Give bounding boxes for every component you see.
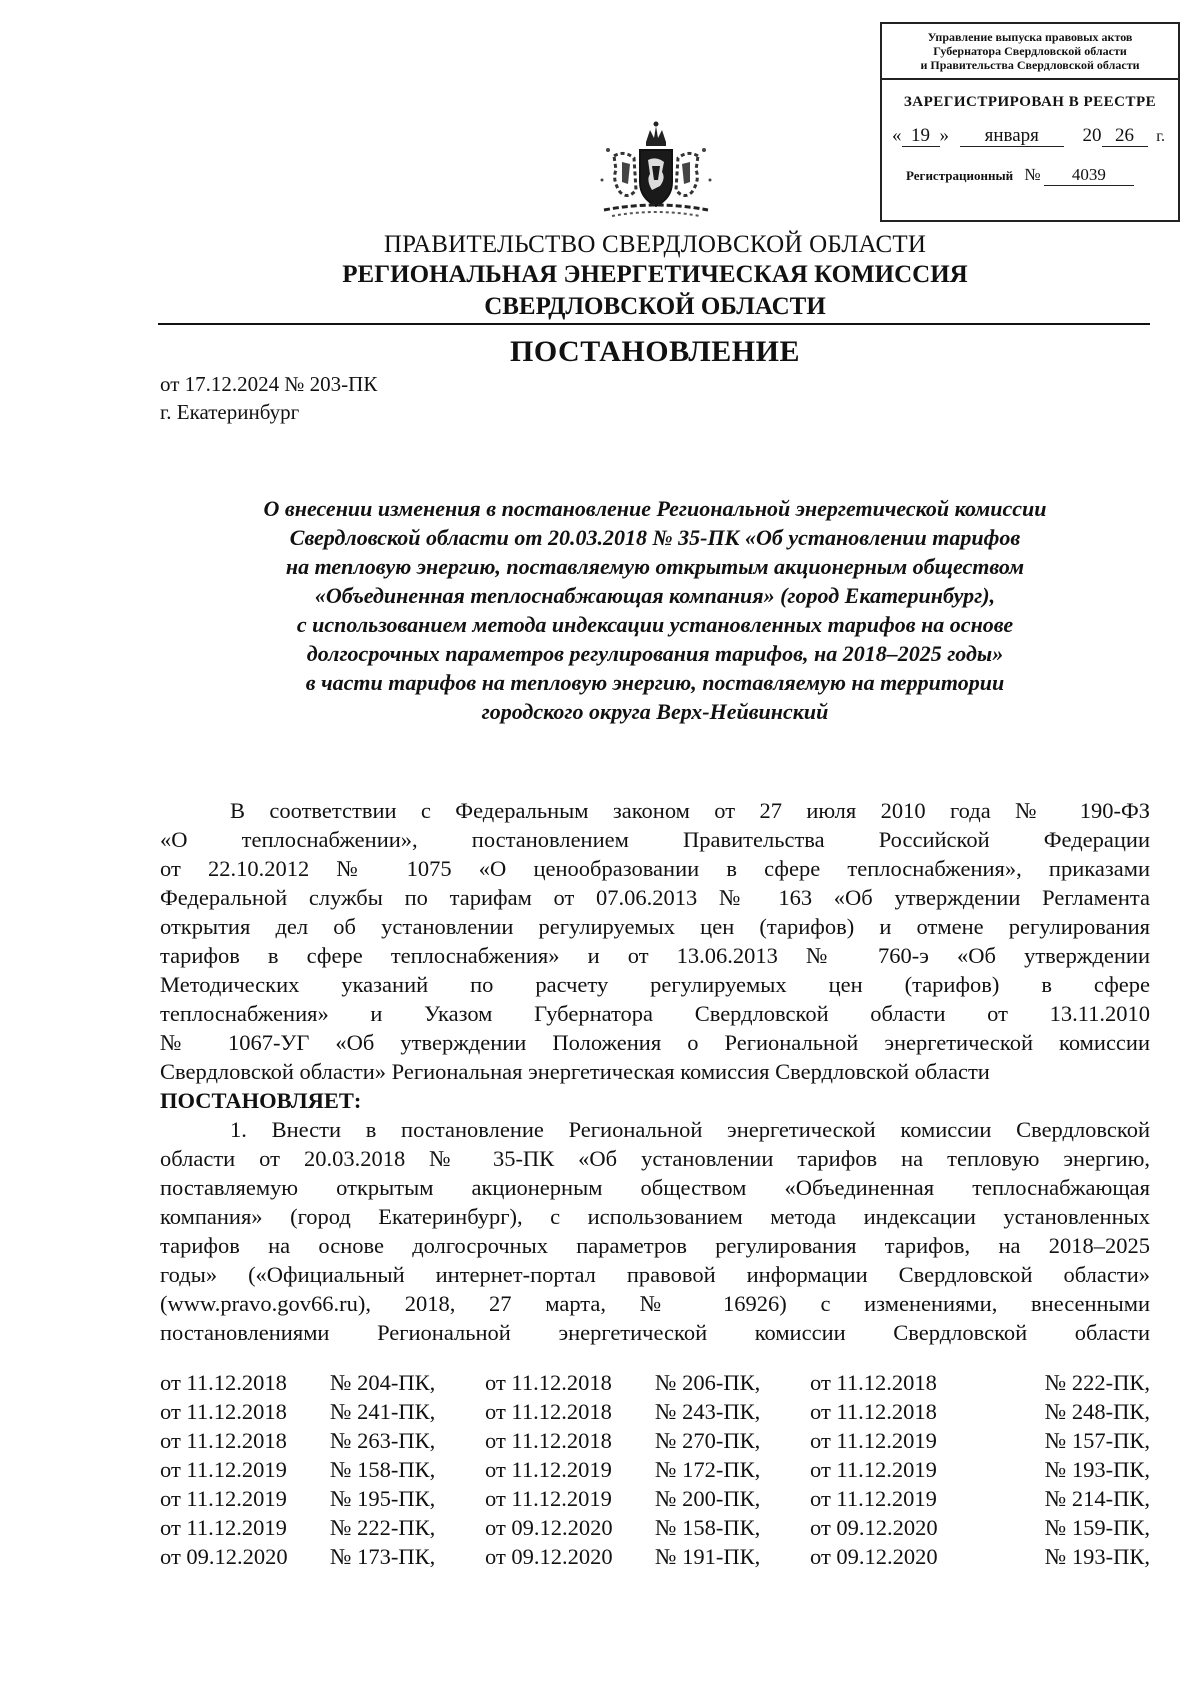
subject-line: в части тарифов на тепловую энергию, поставляемую на территории: [305, 670, 1005, 695]
amendments-row: [160, 1542, 1150, 1571]
amendment-number: № 206-ПК,: [655, 1370, 761, 1395]
stamp-year-unit: г.: [1156, 128, 1166, 145]
commission-region: СВЕРДЛОВСКОЙ ОБЛАСТИ: [484, 293, 826, 320]
preamble-line: тарифов в сфере теплоснабжения» и от 13.06.2013 № 760-э «Об утверждении: [160, 943, 1150, 968]
amendment-date: от 09.12.2020: [810, 1544, 938, 1569]
decree-word: ПОСТАНОВЛЯЕТ:: [160, 1088, 362, 1113]
amendment-date: от 11.12.2019: [810, 1486, 937, 1511]
amendment-number: № 195-ПК,: [330, 1486, 436, 1511]
amendment-date: от 11.12.2018: [160, 1428, 287, 1453]
stamp-quote-close: »: [939, 125, 949, 146]
subject-line: О внесении изменения в постановление Региональной энергетической комиссии: [263, 496, 1047, 521]
amendment-date: от 11.12.2018: [810, 1399, 937, 1424]
preamble-line: Методических указаний по расчету регулируемых цен (тарифов) в сфере: [160, 972, 1150, 997]
coat-of-arms-icon: [594, 120, 718, 220]
government-name: ПРАВИТЕЛЬСТВО СВЕРДЛОВСКОЙ ОБЛАСТИ: [383, 231, 927, 258]
preamble-line: Свердловской области» Региональная энергетическая комиссия Свердловской области: [160, 1059, 990, 1084]
stamp-org-line: и Правительства Свердловской области: [920, 58, 1140, 72]
stamp-registration-number: [882, 165, 1178, 186]
amendments-row: [160, 1513, 1150, 1542]
stamp-month: января: [960, 126, 1064, 147]
item1-line: области от 20.03.2018 № 35-ПК «Об установлении тарифов на тепловую энергию,: [160, 1146, 1150, 1171]
amendment-number: № 193-ПК,: [1044, 1457, 1150, 1482]
stamp-registered-label: ЗАРЕГИСТРИРОВАН В РЕЕСТРЕ: [903, 94, 1157, 110]
amendment-date: от 09.12.2020: [485, 1515, 613, 1540]
document-city: г. Екатеринбург: [160, 400, 300, 424]
amendment-number: № 191-ПК,: [655, 1544, 761, 1569]
preamble-line: «О теплоснабжении», постановлением Правительства Российской Федерации: [160, 827, 1150, 852]
stamp-reg-label: Регистрационный: [906, 168, 1014, 183]
stamp-organization: [882, 24, 1178, 80]
amendment-number: № 241-ПК,: [330, 1399, 436, 1424]
item1-line: годы» («Официальный интернет-портал правовой информации Свердловской области»: [160, 1262, 1150, 1287]
amendment-date: от 11.12.2019: [160, 1486, 287, 1511]
document-type: ПОСТАНОВЛЕНИЕ: [510, 335, 800, 368]
item1-line: 1. Внести в постановление Региональной энергетической комиссии Свердловской: [230, 1117, 1150, 1142]
amendment-date: от 11.12.2018: [485, 1428, 612, 1453]
header-divider: [158, 323, 1150, 325]
preamble-line: открытия дел об установлении регулируемых цен (тарифов) и отмене регулирования: [160, 914, 1150, 939]
amendment-number: № 159-ПК,: [1044, 1515, 1150, 1540]
item1-line: тарифов на основе долгосрочных параметров регулирования тарифов, на 2018–2025: [160, 1233, 1150, 1258]
amendment-date: от 11.12.2019: [810, 1428, 937, 1453]
preamble-line: № 1067-УГ «Об утверждении Положения о Региональной энергетической комиссии: [160, 1030, 1150, 1055]
registration-stamp: [880, 22, 1180, 222]
amendment-date: от 11.12.2018: [160, 1399, 287, 1424]
amendments-row: [160, 1368, 1150, 1397]
subject-line: городского округа Верх-Нейвинский: [481, 699, 829, 724]
amendments-row: [160, 1455, 1150, 1484]
stamp-org-line: Управление выпуска правовых актов: [927, 30, 1133, 44]
amendment-number: № 243-ПК,: [655, 1399, 761, 1424]
item1-line: компания» (город Екатеринбург), с использованием метода индексации установленных: [160, 1204, 1150, 1229]
amendment-number: № 173-ПК,: [330, 1544, 436, 1569]
amendment-number: № 222-ПК,: [330, 1515, 436, 1540]
document-body: [160, 796, 1150, 1347]
amendment-date: от 11.12.2018: [160, 1370, 287, 1395]
amendment-number: № 158-ПК,: [330, 1457, 436, 1482]
document-subject: [160, 494, 1150, 726]
amendment-number: № 222-ПК,: [1044, 1370, 1150, 1395]
amendment-number: № 263-ПК,: [330, 1428, 436, 1453]
preamble-line: Федеральной службы по тарифам от 07.06.2013 № 163 «Об утверждении Регламента: [160, 885, 1150, 910]
preamble-line: теплоснабжения» и Указом Губернатора Свердловской области от 13.11.2010: [160, 1001, 1150, 1026]
amendments-row: [160, 1426, 1150, 1455]
amendment-number: № 214-ПК,: [1044, 1486, 1150, 1511]
amendment-number: № 200-ПК,: [655, 1486, 761, 1511]
stamp-year-suffix: 26: [1102, 126, 1148, 147]
amendment-date: от 11.12.2018: [485, 1370, 612, 1395]
stamp-year-prefix: 20: [1082, 125, 1102, 146]
amendment-number: № 204-ПК,: [330, 1370, 436, 1395]
subject-line: долгосрочных параметров регулирования тарифов, на 2018–2025 годы»: [306, 641, 1004, 666]
subject-line: Свердловской области от 20.03.2018 № 35-ПК «Об установлении тарифов: [289, 525, 1021, 550]
preamble-line: В соответствии с Федеральным законом от 27 июля 2010 года № 190-ФЗ: [230, 798, 1150, 823]
amendment-date: от 11.12.2019: [160, 1515, 287, 1540]
amendments-row: [160, 1484, 1150, 1513]
commission-name: РЕГИОНАЛЬНАЯ ЭНЕРГЕТИЧЕСКАЯ КОМИССИЯ: [342, 261, 968, 288]
stamp-org-line: Губернатора Свердловской области: [933, 44, 1127, 58]
amendments-row: [160, 1397, 1150, 1426]
amendment-date: от 11.12.2018: [485, 1399, 612, 1424]
amendment-date: от 11.12.2019: [485, 1457, 612, 1482]
preamble-line: от 22.10.2012 № 1075 «О ценообразовании в сфере теплоснабжения», приказами: [160, 856, 1150, 881]
item1-line: (www.pravo.gov66.ru), 2018, 27 марта, № 16926) с изменениями, внесенными: [160, 1291, 1150, 1316]
subject-line: на тепловую энергию, поставляемую открытым акционерным обществом: [285, 554, 1025, 579]
amendment-date: от 11.12.2019: [485, 1486, 612, 1511]
stamp-reg-symbol: №: [1024, 165, 1041, 184]
amendment-date: от 11.12.2018: [810, 1370, 937, 1395]
amendment-number: № 193-ПК,: [1044, 1544, 1150, 1569]
stamp-day: 19: [902, 126, 940, 147]
amendment-number: № 270-ПК,: [655, 1428, 761, 1453]
item1-line: постановлениями Региональной энергетической комиссии Свердловской области: [160, 1320, 1150, 1345]
subject-line: с использованием метода индексации установленных тарифов на основе: [296, 612, 1014, 637]
subject-line: «Объединенная теплоснабжающая компания» (город Екатеринбург),: [314, 583, 996, 608]
amendment-number: № 158-ПК,: [655, 1515, 761, 1540]
amendments-table: [160, 1368, 1150, 1571]
amendment-number: № 157-ПК,: [1044, 1428, 1150, 1453]
amendment-date: от 09.12.2020: [160, 1544, 288, 1569]
amendment-date: от 09.12.2020: [810, 1515, 938, 1540]
item1-line: поставляемую открытым акционерным обществом «Объединенная теплоснабжающая: [160, 1175, 1150, 1200]
amendment-number: № 248-ПК,: [1044, 1399, 1150, 1424]
stamp-reg-number: 4039: [1044, 165, 1134, 186]
amendment-date: от 11.12.2019: [810, 1457, 937, 1482]
amendment-date: от 11.12.2019: [160, 1457, 287, 1482]
stamp-date: [882, 125, 1178, 147]
document-date-number: от 17.12.2024 № 203-ПК: [160, 372, 378, 396]
stamp-quote-open: «: [892, 125, 902, 146]
amendment-number: № 172-ПК,: [655, 1457, 761, 1482]
amendment-date: от 09.12.2020: [485, 1544, 613, 1569]
